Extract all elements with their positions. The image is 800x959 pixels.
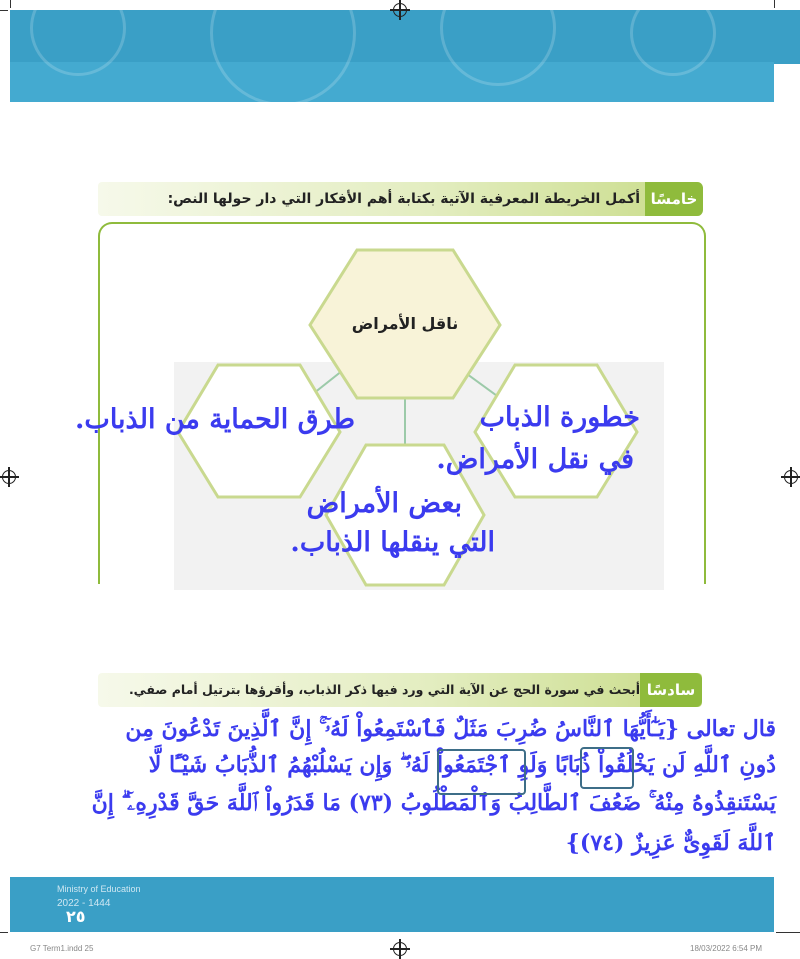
section-5-instruction: أكمل الخريطة المعرفية الآتية بكتابة أهم الأفكار التي دار حولها النص: [167,191,640,207]
verse-line-3: يَسْتَنقِذُوهُ مِنْهُ ۚ ضَعُفَ ٱلطَّالِبُ وَٱلْمَطْلُوبُ (٧٣) مَا قَدَرُواْ ٱللَّهَ حَقَّ قَدْرِهِۦٓ ۗ إِنَّ [91,790,776,816]
answer-right-line-1: خطورة الذباب [479,402,640,433]
answer-right-line-2: في نقل الأمراض. [436,444,634,475]
verse-line-1: قال تعالى {يَـٰٓأَيُّهَا ٱلنَّاسُ ضُرِبَ مَثَلٌ فَٱسْتَمِعُواْ لَهُۥٓ ۚ إِنَّ ٱلَّذِينَ تَدْعُونَ مِن [125,716,776,742]
year-label: 2022 - 1444 [57,898,111,909]
file-slug: G7 Term1.indd 25 [30,944,94,953]
hexagon-center-label: ناقل الأمراض [351,314,459,333]
highlight-box [580,747,634,789]
answer-left: طرق الحماية من الذباب. [75,404,355,435]
highlight-box [437,749,526,795]
section-5-tab: خامسًا [645,182,703,216]
section-6-instruction: أبحث في سورة الحج عن الآية التي ورد فيها ذكر الذباب، وأقرؤها بترتيل أمام صفي. [128,682,640,697]
answer-bottom-line-2: التي ينقلها الذباب. [290,527,495,558]
ministry-label: Ministry of Education [57,884,141,894]
date-slug: 18/03/2022 6:54 PM [690,944,763,953]
verse-line-4: ٱللَّهَ لَقَوِىٌّ عَزِيزٌ (٧٤)} [565,830,776,856]
page-number: ٢٥ [66,907,86,926]
answer-bottom-line-1: بعض الأمراض [306,488,462,519]
verse-line-2: دُونِ ٱللَّهِ لَن يَخْلُقُواْ ذُبَابًا وَلَوِ ٱجْتَمَعُواْ لَهُۥ ۖ وَإِن يَسْلُبْهُمُ ٱلذُّبَابُ شَيْـًٔا لَّا [148,752,776,778]
section-6-tab: سادسًا [640,673,702,707]
